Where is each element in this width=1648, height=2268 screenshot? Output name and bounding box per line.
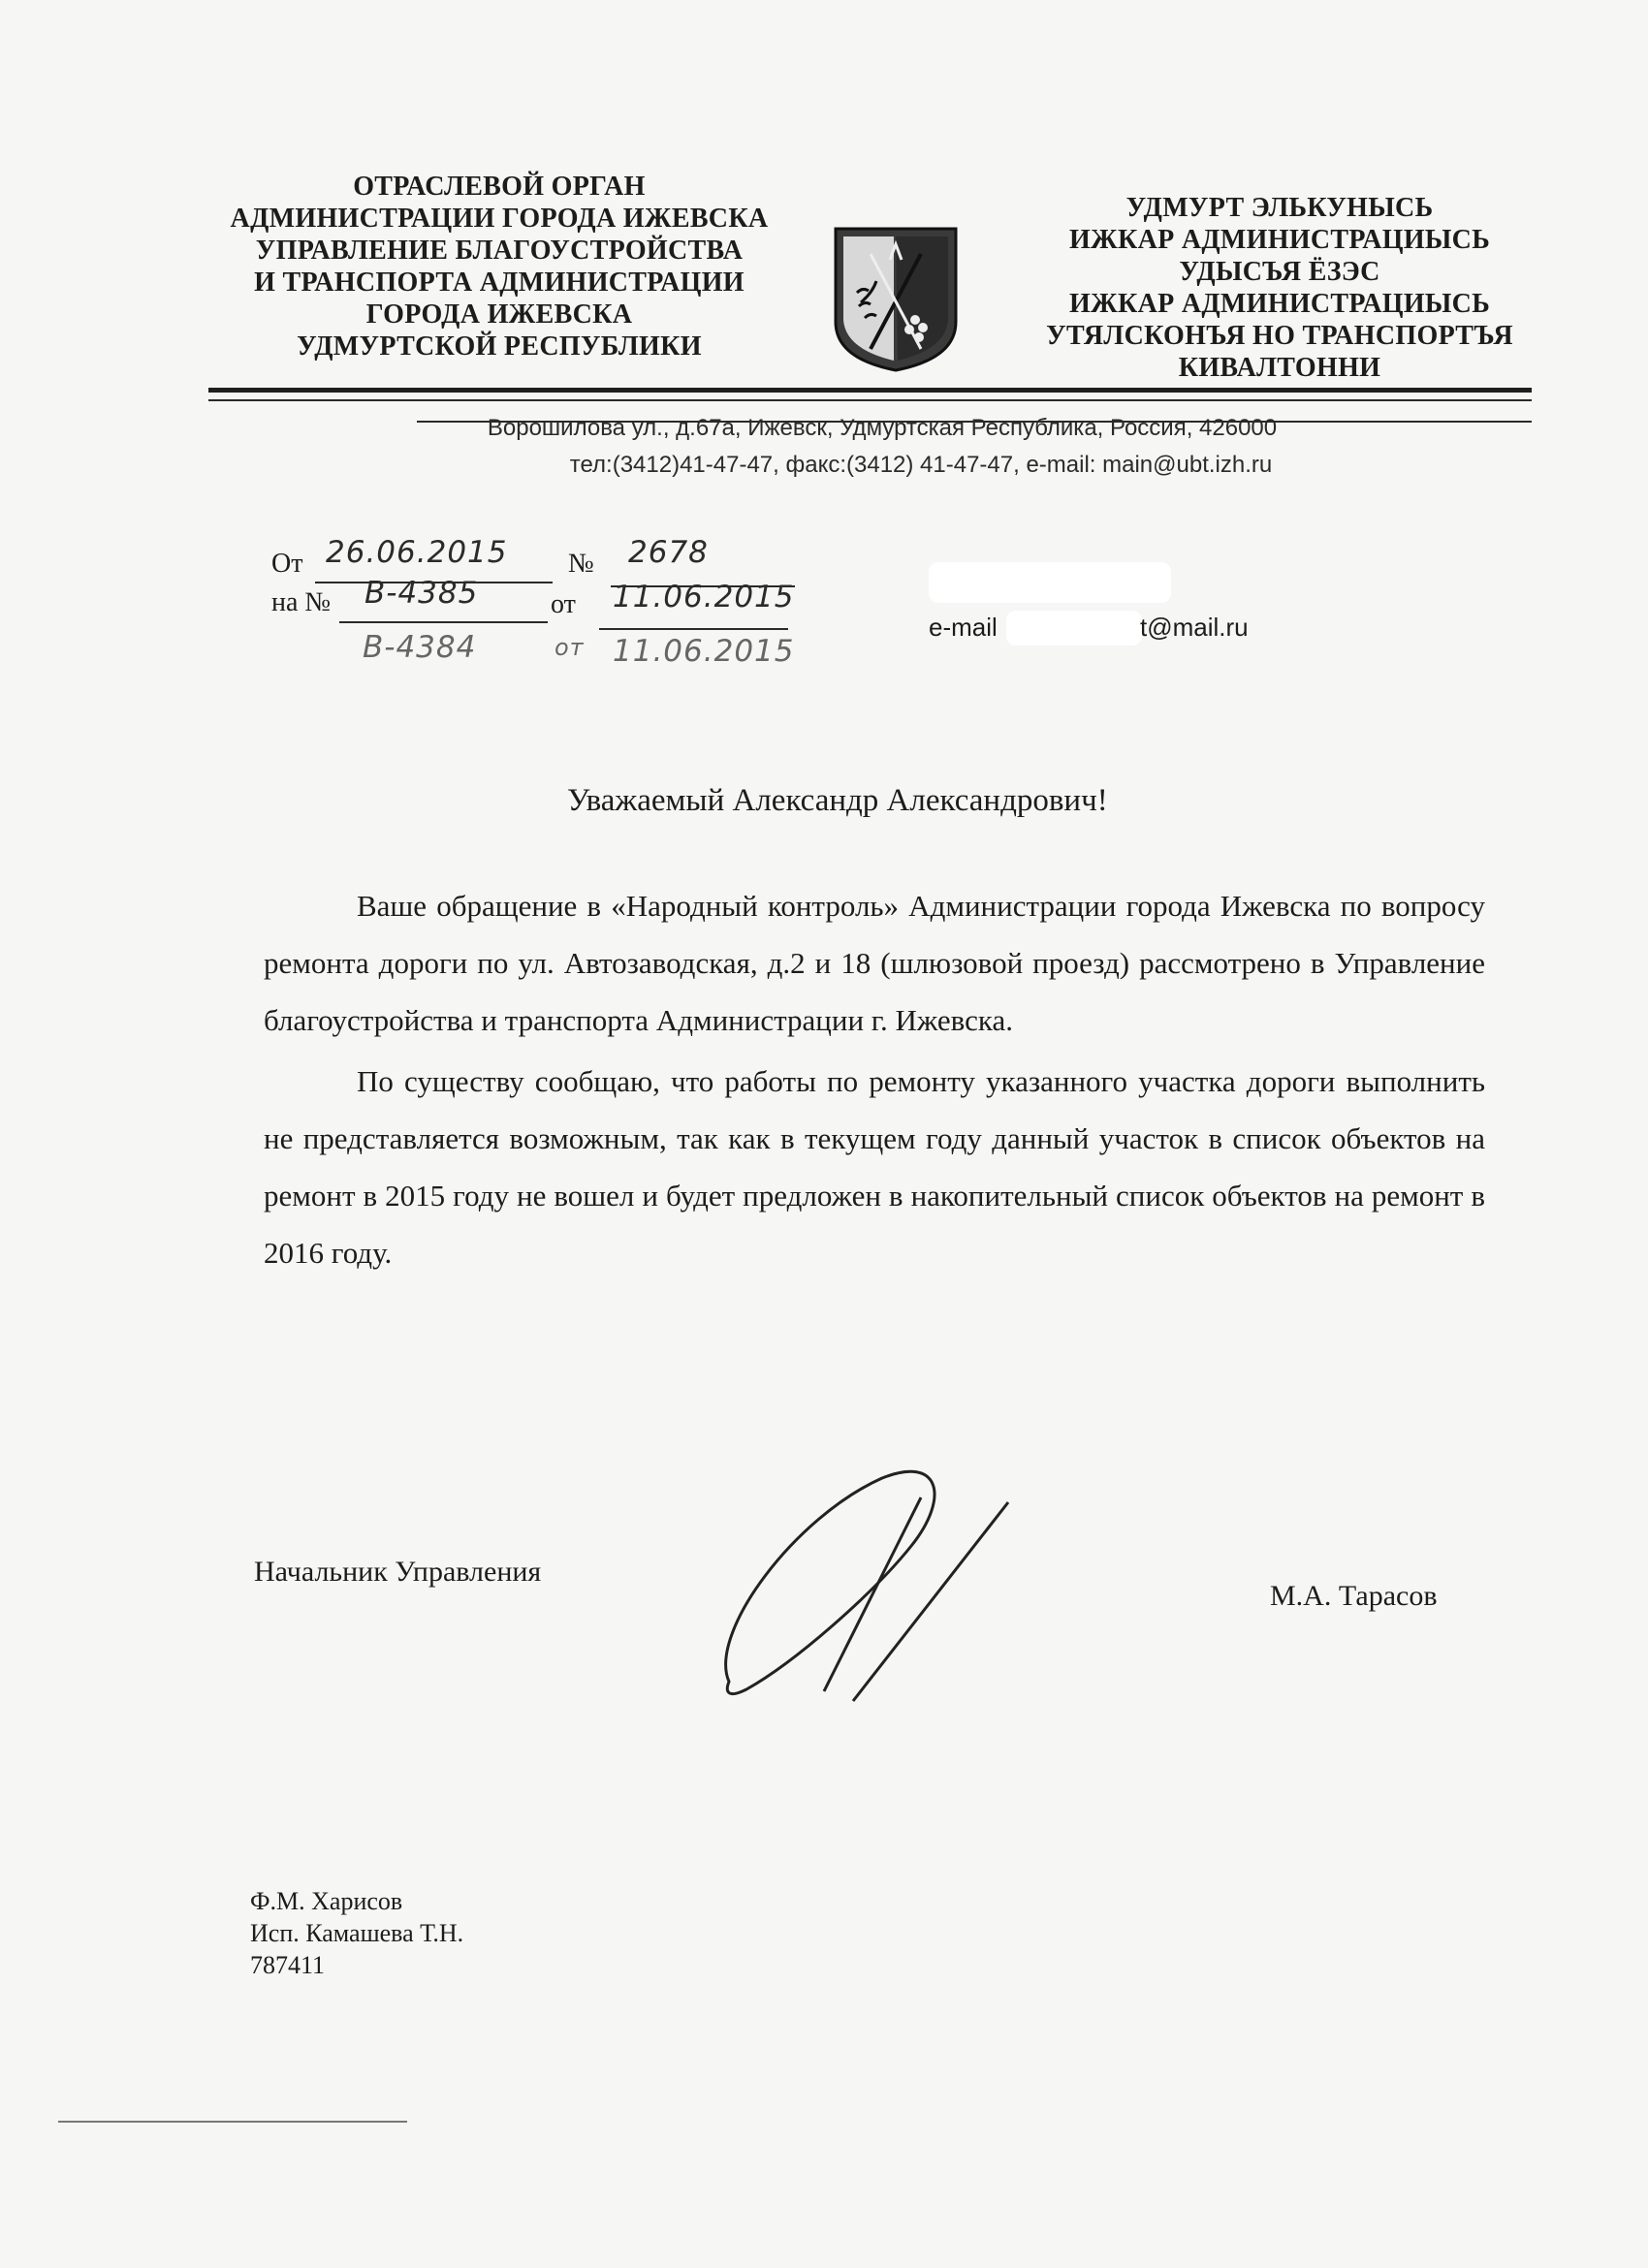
header-right-block (1018, 192, 1541, 384)
header-left-block (208, 171, 790, 362)
redacted-recipient-name (929, 562, 1171, 603)
greeting: Уважаемый Александр Александрович! (567, 783, 1108, 818)
address-line: Ворошилова ул., д.67а, Ижевск, Удмуртская Республика, Россия, 426000 (487, 415, 1278, 441)
header-right-line: ИЖКАР АДМИНИСТРАЦИЫСЬ (1068, 289, 1491, 319)
outgoing-number: 2678 (628, 535, 709, 570)
reply-number-underline (339, 621, 548, 623)
header-rule-thick (208, 388, 1532, 393)
extra-from: от (555, 634, 585, 661)
city-emblem-icon (832, 225, 960, 372)
header-right-line: ИЖКАР АДМИНИСТРАЦИЫСЬ (1068, 225, 1491, 255)
reply-number: В-4385 (364, 576, 479, 611)
header-left-line: УПРАВЛЕНИЕ БЛАГОУСТРОЙСТВА (255, 236, 744, 266)
reply-label: на № (271, 587, 332, 617)
body-paragraphs (264, 877, 1485, 1281)
header-right-line: УТЯЛСКОНЪЯ НО ТРАНСПОРТЪЯ (1046, 321, 1513, 351)
header-left-line: АДМИНИСТРАЦИИ ГОРОДА ИЖЕВСКА (230, 204, 769, 234)
footer-block (250, 1885, 463, 1981)
header-left-line: ГОРОДА ИЖЕВСКА (365, 299, 633, 330)
header-right-line: КИВАЛТОННИ (1178, 353, 1381, 383)
reply-from-label: от (551, 589, 576, 619)
signatory-name: М.А. Тарасов (1270, 1580, 1438, 1612)
contacts-line: тел:(3412)41-47-47, факс:(3412) 41-47-47, e-mail: main@ubt.izh.ru (569, 452, 1273, 478)
footer-line: 787411 (250, 1951, 326, 1979)
extra-date: 11.06.2015 (613, 634, 795, 669)
bottom-scan-line (58, 2121, 407, 2123)
header-right-line: УДЫСЪЯ ЁЗЭС (1179, 257, 1380, 287)
date-label: От (271, 549, 303, 579)
signatory-role: Начальник Управления (254, 1556, 542, 1588)
redacted-email (1006, 611, 1142, 646)
handwritten-signature (717, 1459, 1037, 1711)
footer-line: Ф.М. Харисов (250, 1887, 403, 1915)
header-rule-thin (208, 399, 1532, 401)
number-label: № (568, 549, 594, 579)
body-paragraph: По существу сообщаю, что работы по ремонту указанного участка дороги выполнить не представляется возможным, так как в текущем году данный участок в список объектов на ремонт в 2015 году не вошел и будет предложен в накопительный список объектов на ремонт в 2016 году. (264, 1064, 1485, 1270)
header-left-line: ОТРАСЛЕВОЙ ОРГАН (353, 172, 646, 202)
footer-line: Исп. Камашева Т.Н. (250, 1919, 464, 1947)
body-paragraph: Ваше обращение в «Народный контроль» Администрации города Ижевска по вопросу ремонта дороги по ул. Автозаводская, д.2 и 18 (шлюзовой проезд) рассмотрено в Управление благоустройства и транспорта Администрации г. Ижевска. (264, 889, 1485, 1037)
header-left-line: И ТРАНСПОРТА АДМИНИСТРАЦИИ (254, 268, 745, 298)
extra-number: В-4384 (363, 630, 477, 665)
header-right-line: УДМУРТ ЭЛЬКУНЫСЬ (1125, 193, 1434, 223)
email-label: e-mail (929, 613, 998, 642)
email-suffix: t@mail.ru (1140, 613, 1249, 642)
header-left-line: УДМУРТСКОЙ РЕСПУБЛИКИ (297, 331, 702, 362)
reply-date-underline (599, 628, 788, 630)
reply-date: 11.06.2015 (613, 580, 795, 614)
outgoing-date: 26.06.2015 (326, 535, 508, 570)
